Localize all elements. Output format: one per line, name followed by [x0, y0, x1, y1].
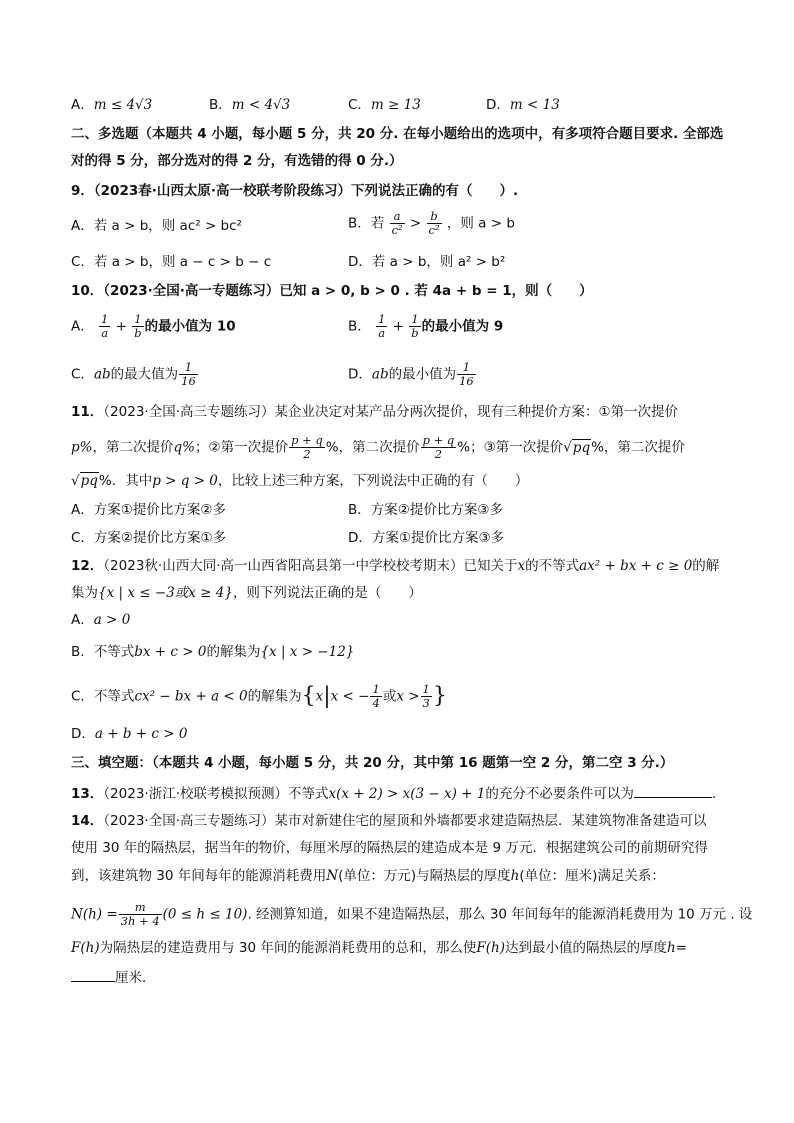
q14-l5-F2: F(h) [476, 940, 505, 956]
q8-option-b-math: m < 4√3 [231, 97, 291, 113]
q12-stem2-b: ，则下列说法正确的是（ ） [232, 585, 422, 601]
q10-b-frac2-den: b [411, 326, 419, 340]
q14-line4 [71, 901, 752, 928]
q12-c-ineq: cx² − bx + a < 0 [134, 688, 248, 705]
q14-line1-text: （2023·全国·高三专题练习）某市对新建住宅的屋顶和外墙都要求建造隔热层．某建筑物准备建造可以 [103, 813, 707, 829]
q14-l3-N: N [326, 868, 339, 884]
q8-option-c-math: m ≥ 13 [370, 97, 421, 113]
q10-b-frac2 [409, 313, 420, 340]
section2-heading-line2: 对的得 5 分，部分选对的得 2 分，有选错的得 0 分.） [71, 153, 403, 169]
q11-text-k: ，第二次提价 [603, 439, 685, 456]
q11-stem-line1 [71, 402, 678, 422]
q8-option-a [71, 95, 152, 115]
q12-option-a [71, 610, 130, 630]
q12-stem1-ineq: ax² + bx + c ≥ 0 [579, 558, 693, 574]
q14-line6 [71, 967, 156, 988]
q10-a-frac1 [99, 313, 110, 340]
q14-l5-F: F(h) [71, 940, 100, 956]
q12-a-label: A． [71, 612, 94, 628]
q11-p-percent: p% [71, 439, 93, 456]
q13-stem-b: 的充分不必要条件可以为 [485, 786, 634, 802]
q8-option-c-label: C． [348, 97, 371, 113]
q12-d-label: D． [71, 726, 95, 742]
q12-c-bar: | [323, 683, 331, 709]
q8-option-d-label: D． [486, 97, 510, 113]
q12-c-frac1 [370, 683, 381, 710]
q8-option-b-label: B． [209, 97, 232, 113]
q14-line3 [71, 866, 665, 886]
q14-l6-unit: 厘米． [115, 970, 156, 986]
q10-b-frac1-num: 1 [378, 312, 386, 326]
q12-option-c [71, 683, 447, 710]
q14-l4-domain: (0 ≤ h ≤ 10) [162, 906, 248, 923]
q12-number: 12． [71, 558, 104, 574]
q10-a-frac2-den: b [134, 326, 142, 340]
q8-option-b [209, 95, 290, 115]
q13-stem-a: （2023·浙江·校联考模拟预测）不等式 [103, 786, 329, 802]
q12-c-frac2-num: 1 [422, 682, 430, 696]
q11-frac2 [421, 434, 457, 461]
q10-d-ab: ab [371, 366, 389, 383]
q13-number: 13． [71, 786, 104, 802]
q10-c-frac [179, 361, 198, 388]
q9-b-frac2-den: c² [428, 223, 440, 237]
q12-stem1-a: （2023秋·山西大同·高一山西省阳高县第一中学校校考期末）已知关于 [103, 558, 518, 574]
q11-frac2-den: 2 [434, 447, 443, 461]
q10-option-c [71, 361, 199, 388]
q11-text-s3b: ．其中 [111, 473, 153, 489]
q14-l3-h: h [510, 868, 520, 884]
q10-option-b [348, 313, 503, 340]
q14-l3-b: (单位：万元)与隔热层的厚度 [338, 868, 511, 884]
q11-text-s3d: ，比较上述三种方案，下列说法中正确的有（ ） [217, 473, 529, 489]
q12-c-label: C．不等式 [71, 688, 135, 705]
q11-stem-line3 [71, 471, 528, 491]
q12-stem-line1 [71, 556, 719, 576]
q8-option-d [486, 95, 560, 115]
q9-stem [71, 181, 518, 201]
q14-l5-h: h [666, 940, 676, 956]
q12-c-x2: x < − [330, 688, 370, 705]
q10-c-frac-num: 1 [179, 361, 198, 375]
section2-heading-line1: 二、多选题（本题共 4 小题，每小题 5 分，共 20 分. 在每小题给出的选项中，有多项符合题目要求. 全部选 [71, 126, 724, 142]
q10-a-tail: 的最小值为 10 [144, 318, 236, 335]
q10-c-frac-den: 16 [181, 374, 196, 388]
q11-sqrt2-radicand: pq [80, 473, 98, 489]
q11-stem-line2 [71, 434, 685, 461]
q10-number: 10． [71, 283, 104, 299]
q12-option-b [71, 642, 354, 662]
q9-option-c: C．若 a > b，则 a − c > b − c [71, 254, 272, 270]
q10-stem [71, 281, 593, 301]
q14-answer-blank[interactable] [71, 967, 115, 982]
q8-option-a-math: m ≤ 4√3 [93, 97, 153, 113]
q12-a-math: a > 0 [93, 612, 131, 628]
q12-b-mid: 的解集为 [206, 644, 261, 660]
q14-l4-frac-num: m [119, 901, 162, 915]
q9-b-frac2 [427, 210, 442, 237]
q14-l4-Nh: N(h) = [71, 906, 118, 923]
q10-b-frac1 [376, 313, 387, 340]
q9-b-post: ，则 a > b [446, 215, 515, 232]
q12-c-or: 或 [382, 688, 397, 705]
q14-number: 14． [71, 813, 104, 829]
q9-b-label: B．若 [348, 215, 385, 232]
q10-b-tail: 的最小值为 9 [421, 318, 504, 335]
q11-sqrt2: √pq [71, 473, 98, 489]
q11-pct3: % [591, 439, 604, 456]
q12-c-mid: 的解集为 [247, 688, 302, 705]
q13-answer-blank[interactable] [634, 783, 712, 798]
q11-condition: p > q > 0 [152, 473, 218, 489]
q8-option-d-math: m < 13 [509, 97, 560, 113]
q9-option-d: D．若 a > b，则 a² > b² [348, 254, 506, 270]
q14-l5-a: 为隔热层的建造费用与 30 年间的能源消耗费用的总和，那么使 [99, 940, 477, 956]
q12-b-set: {x | x > −12} [260, 644, 355, 660]
q11-text-b: ，第二次提价 [92, 439, 174, 456]
q10-d-frac [457, 361, 476, 388]
q13-stem [71, 783, 716, 804]
q10-option-d [348, 361, 477, 388]
q14-line5 [71, 938, 687, 958]
q11-pct4: % [98, 473, 112, 489]
q11-option-a: A．方案①提价比方案②多 [71, 502, 226, 518]
q12-stem1-x: x [517, 558, 526, 574]
q9-b-frac1-den: c² [391, 223, 403, 237]
q12-stem1-c: 的解 [692, 558, 720, 574]
q10-a-frac1-num: 1 [101, 312, 109, 326]
q10-d-frac-num: 1 [457, 361, 476, 375]
q10-stem-text: （2023·全国·高一专题练习）已知 a > 0, b > 0 . 若 4a + b = 1，则（ ） [103, 283, 593, 299]
q12-c-frac2 [421, 683, 432, 710]
q14-l4-frac-den: 3h + 4 [120, 914, 160, 928]
q11-sqrt1: √pq [563, 439, 591, 456]
q10-b-frac2-num: 1 [409, 313, 420, 327]
q10-b-label: B． [348, 318, 371, 335]
q10-a-frac1-den: a [101, 326, 109, 340]
q11-text-d: ；②第一次提价 [194, 439, 289, 456]
q9-option-b [348, 210, 515, 237]
q11-sqrt1-radicand: pq [572, 439, 591, 456]
q9-number: 9． [71, 183, 94, 199]
q11-number: 11． [71, 404, 104, 420]
q11-option-b: B．方案②提价比方案③多 [348, 502, 503, 518]
q11-option-c: C．方案②提价比方案①多 [71, 530, 227, 546]
q10-a-frac2-num: 1 [132, 313, 143, 327]
q11-text-i: ；③第一次提价 [470, 439, 564, 456]
q8-option-c [348, 95, 421, 115]
q9-b-frac1-num: a [390, 210, 405, 224]
q12-stem2-a: 集为 [71, 585, 98, 601]
q9-option-a: A．若 a > b，则 ac² > bc² [71, 218, 242, 234]
q14-line2: 使用 30 年的隔热层，据当年的物价，每厘米厚的隔热层的建造成本是 9 万元．根据建筑公司的前期研究得 [71, 840, 708, 856]
q10-a-label: A． [71, 318, 94, 335]
q13-stem-end: . [711, 786, 717, 802]
q10-c-mid: 的最大值为 [110, 366, 179, 383]
q11-pct1: % [325, 439, 339, 456]
q10-c-ab: ab [93, 366, 111, 383]
q12-stem-line2 [71, 583, 422, 603]
section3-heading: 三、填空题：（本题共 4 小题，每小题 5 分，共 20 分，其中第 16 题第一空 2 分，第二空 3 分.） [71, 755, 674, 771]
q11-text-g: ，第二次提价 [338, 439, 420, 456]
q9-b-gt: > [409, 215, 422, 232]
q11-q-percent: q% [173, 439, 195, 456]
q12-d-math: a + b + c > 0 [94, 726, 188, 742]
q10-b-frac1-den: a [378, 326, 386, 340]
q11-stem-line1-text: （2023·全国·高三专题练习）某企业决定对某产品分两次提价，现有三种提价方案：①第一次提价 [103, 404, 679, 420]
q12-stem2-set: {x | x ≤ −3或x ≥ 4} [98, 585, 233, 601]
q11-option-d: D．方案①提价比方案③多 [348, 530, 505, 546]
q12-c-close-brace: } [432, 683, 447, 709]
q12-c-x: x [315, 688, 324, 705]
q11-frac2-num: p + q [422, 433, 455, 447]
q12-option-d [71, 724, 187, 744]
q11-frac1 [289, 434, 325, 461]
q9-b-frac2-num: b [427, 210, 442, 224]
q11-pct2: % [457, 439, 471, 456]
q10-a-plus: + [115, 318, 127, 335]
q10-d-label: D． [348, 366, 372, 383]
q14-l4-text: . 经测算知道，如果不建造隔热层，那么 30 年间每年的能源消耗费用为 10 万元 . 设 [247, 906, 753, 923]
q14-l4-frac [119, 901, 162, 928]
q10-c-label: C． [71, 366, 94, 383]
q12-c-frac1-num: 1 [372, 682, 380, 696]
q14-l5-eq: = [675, 940, 687, 956]
q14-l3-c: (单位：厘米)满足关系： [519, 868, 665, 884]
q10-option-a [71, 313, 236, 340]
q10-a-frac2 [132, 313, 143, 340]
q14-l5-b: 达到最小值的隔热层的厚度 [504, 940, 667, 956]
q12-b-label: B．不等式 [71, 644, 135, 660]
q10-b-plus: + [392, 318, 404, 335]
q9-stem-text: （2023春·山西太原·高一校联考阶段练习）下列说法正确的有（ ）. [93, 183, 519, 199]
q13-stem-math: x(x + 2) > x(3 − x) + 1 [328, 786, 486, 802]
q9-b-frac1 [390, 210, 405, 237]
q12-c-open-brace: { [301, 683, 316, 709]
q10-d-frac-den: 16 [459, 374, 474, 388]
q12-c-frac1-den: 4 [372, 696, 380, 710]
q14-l3-a: 到，该建筑物 30 年间每年的能源消耗费用 [71, 868, 327, 884]
q8-option-a-label: A． [71, 97, 94, 113]
q12-c-frac2-den: 3 [422, 696, 430, 710]
q11-frac1-den: 2 [303, 447, 311, 461]
q12-stem1-b: 的不等式 [525, 558, 580, 574]
q12-b-ineq: bx + c > 0 [134, 644, 207, 660]
q14-line1 [71, 811, 707, 831]
q11-frac1-num: p + q [291, 433, 323, 447]
q12-c-x3: x > [396, 688, 420, 705]
q10-d-mid: 的最小值为 [388, 366, 457, 383]
